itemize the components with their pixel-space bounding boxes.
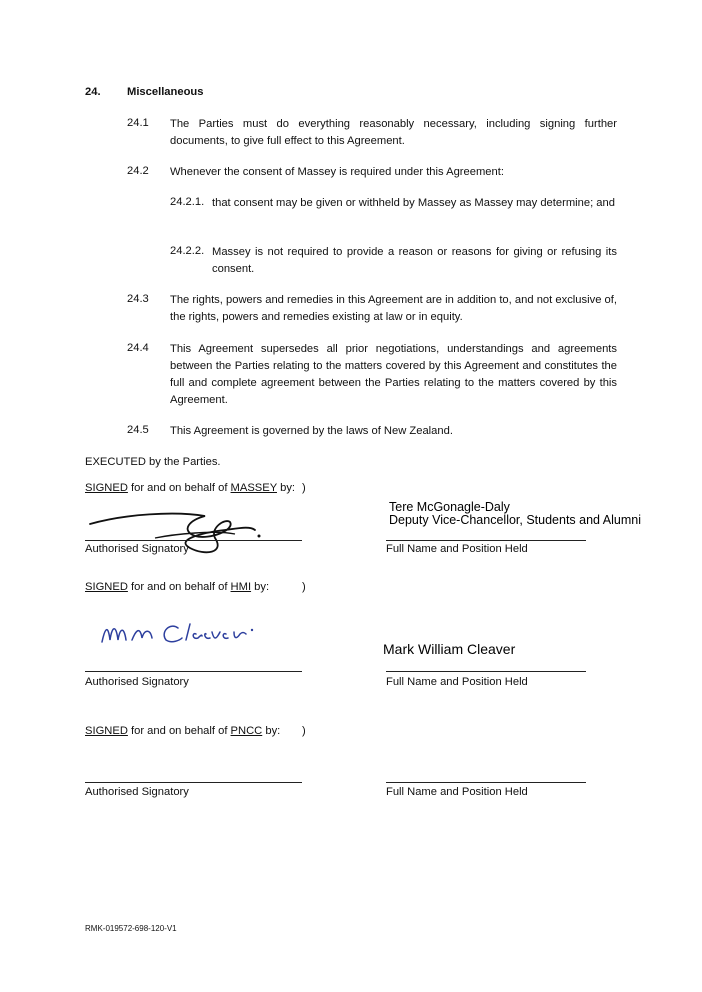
executed-statement: EXECUTED by the Parties. [85, 456, 221, 468]
signature-hmi [100, 618, 260, 648]
bracket: ) [302, 482, 306, 494]
clause-number: 24.4 [127, 342, 149, 354]
name-position-label: Full Name and Position Held [386, 786, 528, 798]
name-position-label: Full Name and Position Held [386, 676, 528, 688]
section-number: 24. [85, 86, 101, 98]
clause-text: This Agreement is governed by the laws of New Zealand. [170, 425, 453, 437]
by-word: by: [280, 482, 296, 494]
signatory-name: Mark William Cleaver [383, 641, 516, 657]
clause-text: The rights, powers and remedies in this Agreement are in addition to, and not exclusive of, the rights, powers and remedies existing at law or in equity. [170, 294, 617, 323]
document-reference: RMK-019572-698-120-V1 [85, 924, 177, 933]
section-title: Miscellaneous [127, 86, 204, 98]
signatory-position: Deputy Vice-Chancellor, Students and Alumni [389, 513, 642, 527]
signing-line-massey [85, 482, 295, 494]
clause-number: 24.3 [127, 293, 149, 305]
party-name: HMI [230, 581, 252, 593]
behalf-text: for and on behalf of [131, 581, 228, 593]
by-word: by: [254, 581, 270, 593]
subclause-number: 24.2.1. [170, 196, 205, 208]
subclause-text: Massey is not required to provide a reason or reasons for giving or refusing its consent. [212, 246, 617, 275]
clause-number: 24.2 [127, 165, 149, 177]
subclause-text: that consent may be given or withheld by Massey as Massey may determine; and [212, 197, 615, 209]
signature-label: Authorised Signatory [85, 676, 189, 688]
signature-line [85, 540, 302, 541]
signed-word: SIGNED [85, 581, 128, 593]
signatory-name: Tere McGonagle-Daly [389, 500, 510, 514]
name-line [386, 540, 586, 541]
signed-word: SIGNED [85, 725, 128, 737]
signing-line-hmi [85, 581, 269, 593]
behalf-text: for and on behalf of [131, 725, 228, 737]
clause-text: The Parties must do everything reasonably necessary, including signing further documents, to give full effect to this Agreement. [170, 118, 617, 147]
clause-text: This Agreement supersedes all prior negotiations, understandings and agreements between the Parties relating to the matters covered by this Agreement and constitutes the full and complete agreement between the Parties relating to the matters covered by this Agreement. [170, 343, 617, 406]
signed-word: SIGNED [85, 482, 128, 494]
bracket: ) [302, 581, 306, 593]
subclause-number: 24.2.2. [170, 245, 205, 257]
signature-label: Authorised Signatory [85, 543, 189, 555]
by-word: by: [265, 725, 281, 737]
behalf-text: for and on behalf of [131, 482, 228, 494]
clause-number: 24.5 [127, 424, 149, 436]
bracket: ) [302, 725, 306, 737]
clause-number: 24.1 [127, 117, 149, 129]
signature-label: Authorised Signatory [85, 786, 189, 798]
name-line [386, 671, 586, 672]
party-name: MASSEY [230, 482, 277, 494]
name-position-label: Full Name and Position Held [386, 543, 528, 555]
signing-line-pncc [85, 725, 280, 737]
signature-line [85, 671, 302, 672]
name-line [386, 782, 586, 783]
party-name: PNCC [230, 725, 263, 737]
clause-text: Whenever the consent of Massey is required under this Agreement: [170, 166, 504, 178]
signature-line [85, 782, 302, 783]
